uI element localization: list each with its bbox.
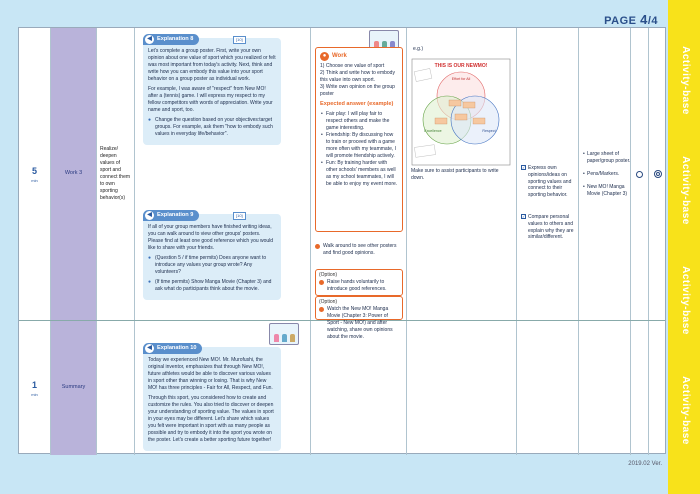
phase-label: Summary [61, 384, 86, 391]
option-box-2 [315, 296, 403, 340]
circle-label-top: Effort for All [451, 77, 471, 81]
option-label: (Option) [319, 299, 338, 305]
explanation-10 [143, 347, 281, 451]
bullet-dot [319, 280, 324, 285]
explanation-title: Explanation 10 [157, 345, 197, 351]
explanation-question: ● (Question 5 / if time permits) Does anyone want to introduce any values your group wrote? Any volunteers? [148, 255, 276, 276]
evaluation-item [521, 165, 577, 199]
student-activity [315, 243, 403, 257]
time-cell [19, 321, 51, 455]
phase-cell [51, 321, 97, 455]
material-item: • New MO! Manga Movie (Chapter 3) [583, 184, 631, 198]
sticky-note [449, 100, 461, 106]
work-box [315, 47, 403, 232]
bullet-dot [315, 244, 320, 249]
version-label: 2019.02 Ver. [628, 461, 662, 467]
work-header [320, 52, 398, 61]
time-unit: min [31, 177, 38, 183]
person-icon: ● [320, 52, 329, 61]
circle-label-right: Respect [482, 129, 496, 133]
explanation-8-header [143, 34, 199, 45]
work-title: Work [332, 53, 347, 60]
student-cell [311, 321, 407, 455]
explanation-text: For example, I was aware of "respect" from New MO! after a (tennis) game. I will express my respect to my fellow competitors with words of appreciation. Write your name and sport, too. [148, 86, 273, 113]
sidebar-tab-4[interactable] [670, 360, 700, 460]
circle-label-left: Excellence [424, 129, 442, 133]
goal-cell [97, 28, 135, 320]
expected-answer: • Fair play: I will play fair to respect others and make the game interesting. [320, 111, 398, 132]
sticky-note [473, 118, 485, 124]
time-tag: [10] [233, 212, 246, 220]
material-item: • Large sheet of paper/group poster. [583, 151, 631, 165]
check-cell-1 [631, 321, 649, 455]
circle-mark-icon [636, 171, 643, 178]
student-cell [311, 28, 407, 340]
explanation-text: Through this sport, you considered how to create and customize the rules. You also tried to discover or deepen your understanding of sporting value. The values in sport in your eyes may be different. Let's share which values you felt were important in sport with as many people as possible and try to embody it into the sport you wrote on the poster. Let's create a better sporting future together! [148, 395, 274, 443]
sidebar-tab-label: Activity-base [679, 45, 691, 115]
board-cell [407, 28, 517, 320]
sidebar-tab-1[interactable] [670, 30, 700, 130]
explanation-9 [143, 214, 281, 300]
explanation-text: If all of your group members have finished writing ideas, you can walk around to view other groups' posters. Please find at least one good reference which you would like to share with your friends. [148, 224, 274, 251]
work-step: 3) Write own opinion on the group poster [320, 84, 395, 97]
evaluation-item [521, 214, 577, 241]
phase-label: Work 3 [64, 170, 83, 177]
explanation-title: Explanation 9 [157, 212, 194, 218]
illustration-figure [282, 334, 287, 342]
option-text: Watch the New MO! Manga Movie (Chapter 3: Power of Sport - New MO!) and after watching, share own opinions about the movie. [327, 306, 393, 340]
lesson-plan-table [18, 27, 666, 454]
sidebar [668, 0, 700, 494]
sidebar-tab-label: Activity-base [679, 265, 691, 335]
evaluation-cell [517, 28, 579, 320]
goal-cell [97, 321, 135, 455]
checkbox-icon[interactable]: ✓ [522, 165, 526, 170]
speaker-icon: ◀ [145, 344, 154, 353]
explanation-option: ● (If time permits) Show Manga Movie (Chapter 3) and ask what do participants think about the movie. [148, 279, 276, 293]
explanation-title: Explanation 8 [157, 36, 194, 42]
sidebar-tab-2[interactable] [670, 140, 700, 240]
expected-answer-title: Expected answer (example) [320, 101, 394, 107]
table-row [19, 321, 665, 455]
option-box-1 [315, 269, 403, 296]
work-step: 2) Think and write how to embody this value into own sport. [320, 70, 395, 83]
table-row [19, 28, 665, 340]
materials-cell [579, 321, 631, 455]
teacher-cell [135, 28, 311, 320]
time-cell [19, 28, 51, 320]
explanation-note: ● Change the question based on your objectives:target groups. For example, ask them "how to embody such values in everyday life/behavior". [148, 117, 276, 138]
bullet-dot [319, 307, 324, 312]
check-cell-2 [649, 28, 667, 320]
sticky-note [455, 114, 467, 120]
page-number: 4 [640, 12, 648, 27]
example-label: e.g.) [413, 46, 424, 52]
explanation-9-header [143, 210, 199, 221]
option-label: (Option) [319, 272, 338, 278]
evaluation-cell [517, 321, 579, 455]
explanation-text: Let's complete a group poster. First, write your own opinion about one value of sport which you realized or felt was most important from today's activity. Next, think and write how you can embody this value into your sport behavior on a group poster as individual work. [148, 48, 276, 82]
page-word: PAGE [604, 15, 637, 27]
materials-cell [579, 28, 631, 320]
board-cell [407, 321, 517, 455]
sidebar-tab-3[interactable] [670, 250, 700, 350]
material-item: • Pens/Markers. [583, 171, 631, 178]
speaker-icon: ◀ [145, 211, 154, 220]
time-unit: min [31, 391, 38, 397]
expected-answer: • Fun: By training harder with other schools' members as well as my school teammates, I will be able to enjoy my event more. [320, 160, 398, 188]
illustration-figure [274, 334, 279, 342]
time-minutes: 5 [31, 165, 37, 176]
goal-text: Realize/ deepen values of sport and connect them to own sporting behavior(s) [100, 146, 131, 201]
sidebar-tab-label: Activity-base [679, 155, 691, 225]
double-circle-mark-icon [654, 170, 662, 178]
teacher-cell [135, 321, 311, 455]
venn-poster-diagram [411, 58, 511, 166]
check-cell-1 [631, 28, 649, 320]
phase-cell [51, 28, 97, 320]
expected-answer: • Friendship: By discussing how to train or proceed with a game more often with my teammate, I will promote friendship actively. [320, 132, 398, 160]
explanation-text: Today we experienced New MO!. Mr. Murofushi, the original inventor, emphasizes that through New MO!, future athletes would be able to discover various values in sport other than winning or losing. That is why New MO! has three principles - Fair for All, Respect, and Fun. [148, 357, 273, 391]
option-text: Raise hands voluntarily to introduce good references. [327, 279, 387, 292]
sticky-note [463, 102, 475, 108]
check-cell-2 [649, 321, 667, 455]
sidebar-tab-label: Activity-base [679, 375, 691, 445]
speaker-icon: ◀ [145, 35, 154, 44]
illustration-image [269, 323, 299, 345]
time-tag: [10] [233, 36, 246, 44]
page-total: 4 [651, 15, 658, 27]
evaluation-text: Express own opinions/ideas on sporting values and connect to their sporting behavior. [528, 165, 572, 198]
board-note: Make sure to assist participants to write down. [411, 168, 499, 181]
materials-list [583, 151, 631, 204]
sticky-note [435, 118, 447, 124]
explanation-10-header [143, 343, 202, 354]
explanation-8 [143, 38, 281, 145]
illustration-figure [290, 334, 295, 342]
evaluation-text: Compare personal values to others and explain why they are similar/different. [528, 214, 574, 241]
time-minutes: 1 [31, 379, 37, 390]
page-label: PAGE 4/4 [604, 12, 658, 27]
work-step: 1) Choose one value of sport [320, 63, 385, 69]
poster-title: THIS IS OUR NEWMO! [434, 63, 488, 69]
checkbox-icon[interactable]: ✓ [522, 214, 526, 219]
student-activity-text: Walk around to see other posters and find good opinions. [323, 243, 397, 256]
